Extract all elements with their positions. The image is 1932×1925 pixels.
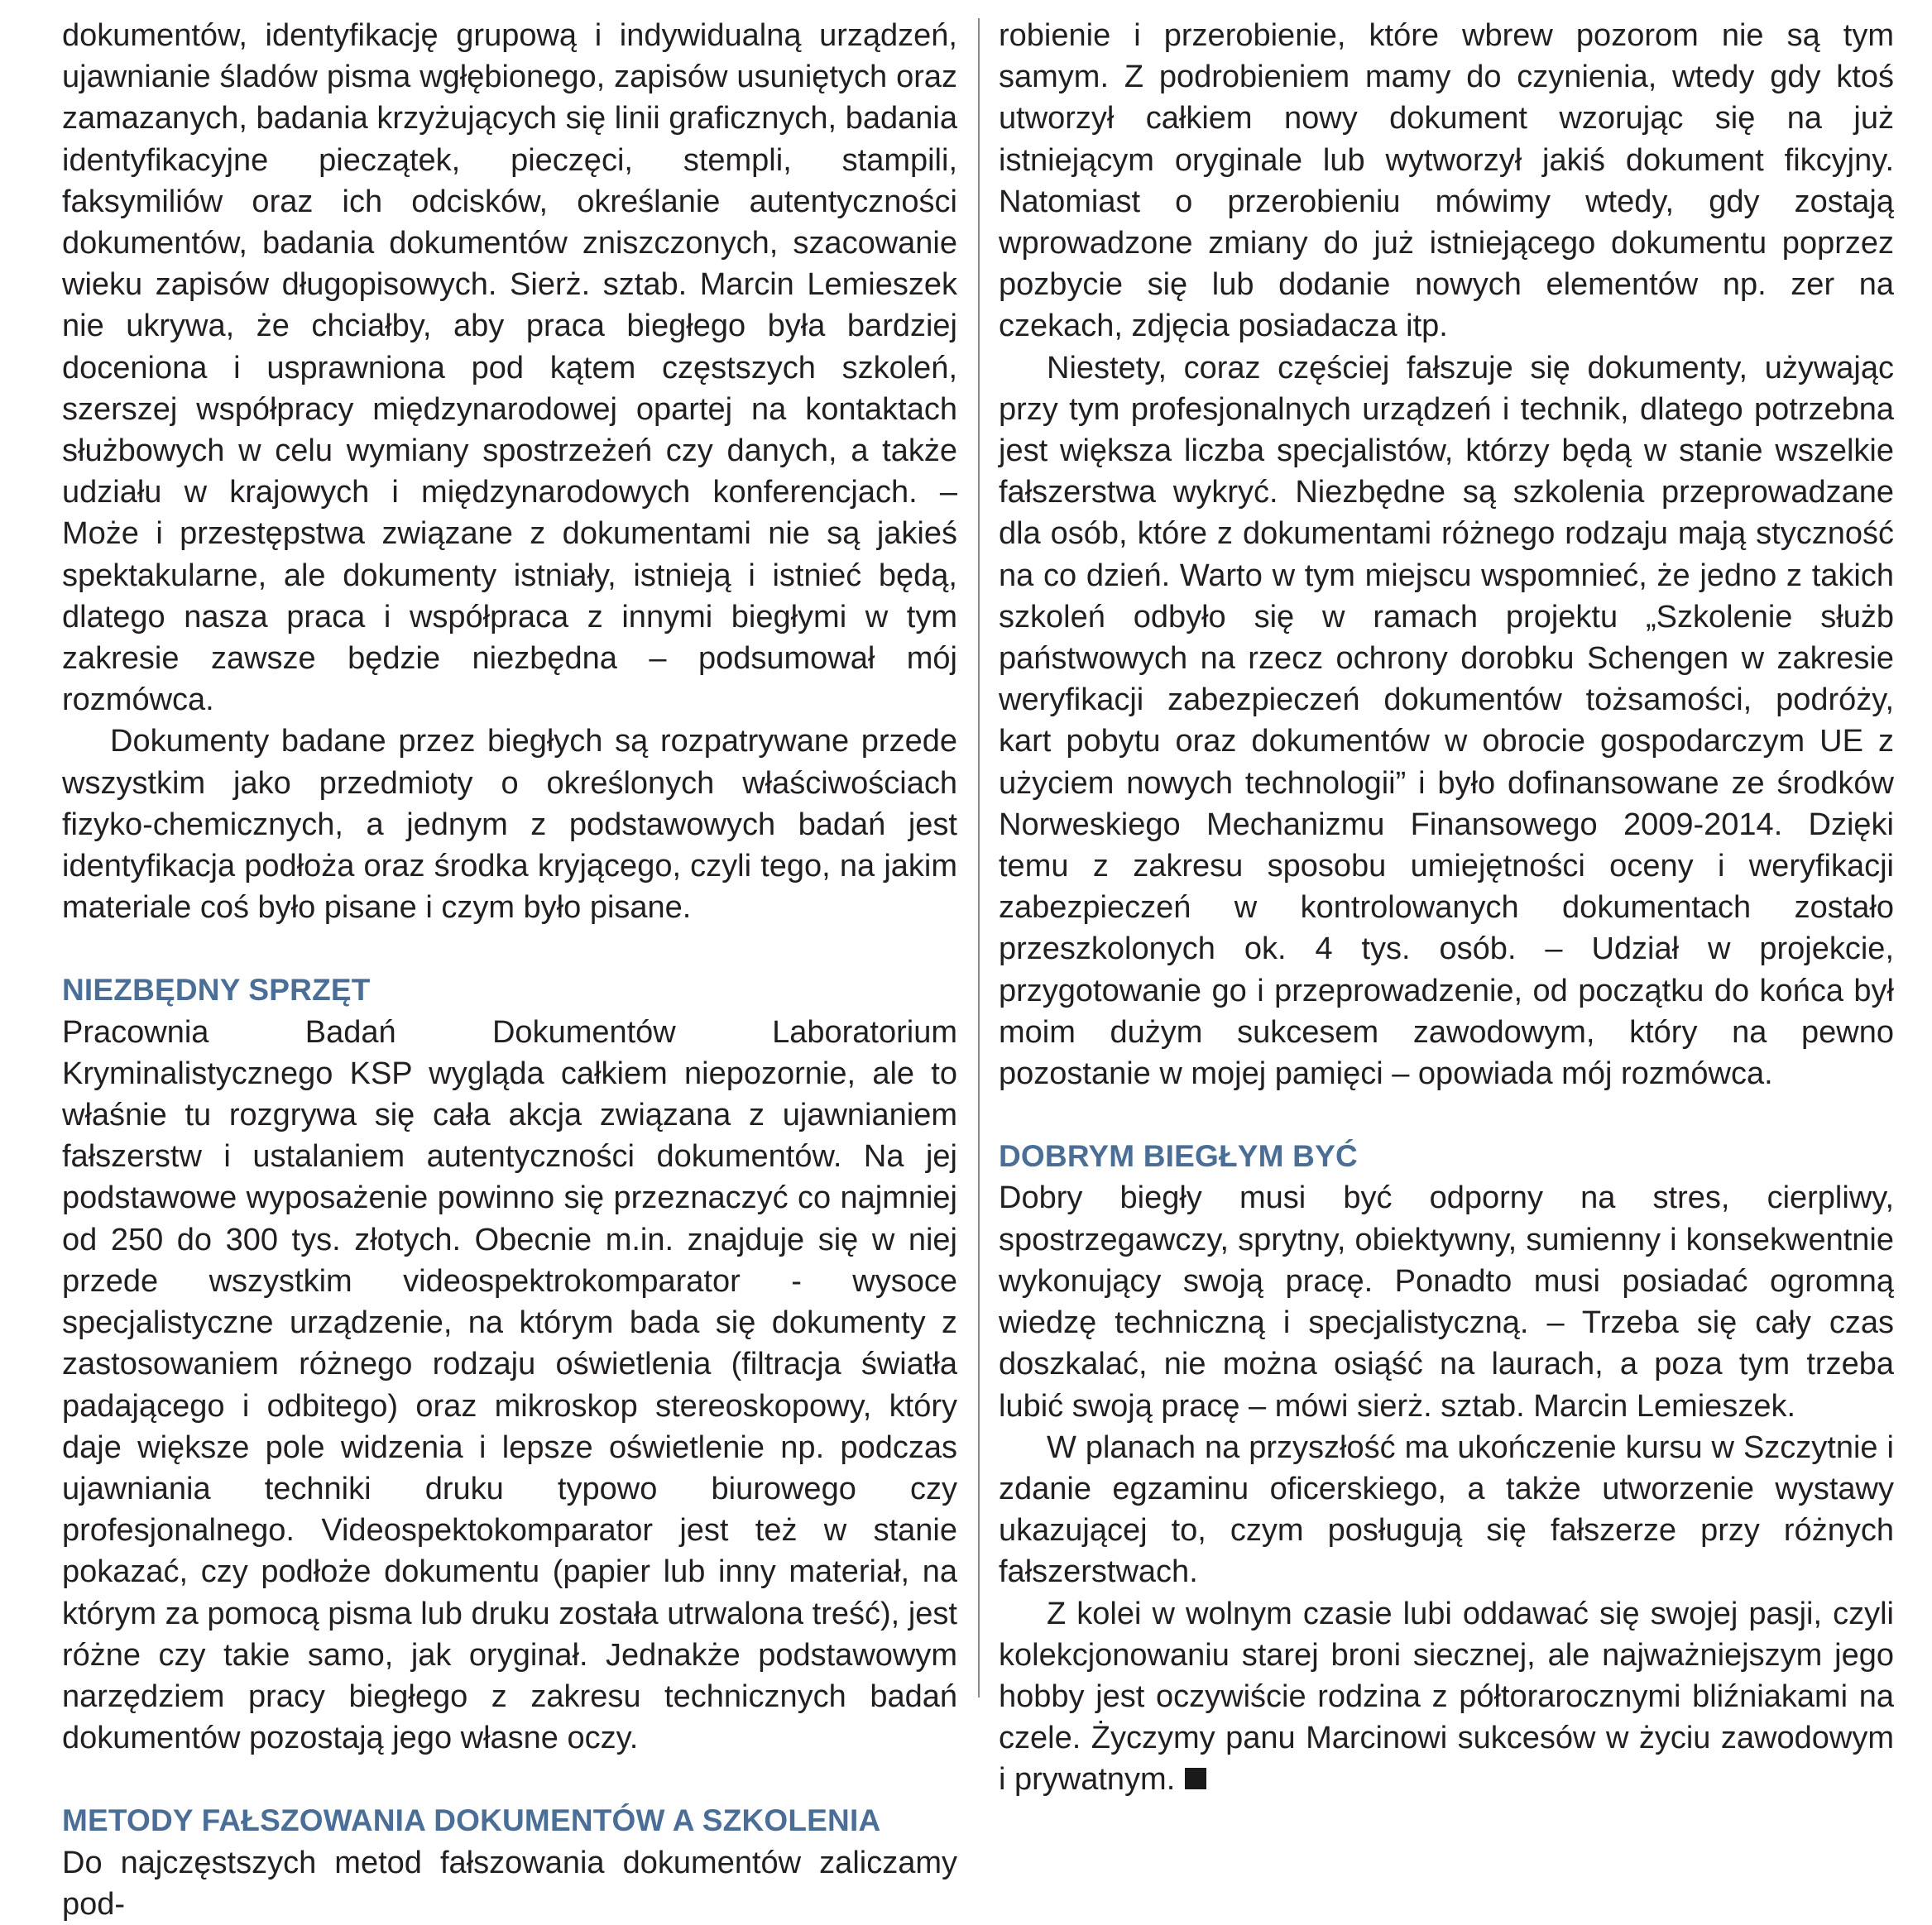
left-paragraph-2: Dokumenty badane przez biegłych są rozpatrywane przede wszystkim jako przedmioty o określonych właściwościach fizyko-chemicznych, a jednym z podstawowych badań jest identyfikacja podłoża oraz środka kryjącego, czyli tego, na jakim materiale coś było pisane i czym było pisane. [62, 724, 957, 926]
right-paragraph-4: W planach na przyszłość ma ukończenie kursu w Szczytnie i zdanie egzaminu oficerskiego, a także utworzenie wystawy ukazującej to, czym posługują się fałszerze przy różnych fałszerstwach. [999, 1429, 1894, 1590]
section-heading-forgery-methods: METODY FAŁSZOWANIA DOKUMENTÓW A SZKOLENIA [62, 1803, 881, 1838]
end-of-article-mark [1185, 1768, 1206, 1789]
left-paragraph-1: dokumentów, identyfikację grupową i indywidualną urządzeń, ujawnianie śladów pisma wgłębionego, zapisów usuniętych oraz zamazanych, badania krzyżujących się linii graficznych, badania identyfikacyjne pieczątek, pieczęci, stempli, stampili, faksymiliów oraz ich odcisków, określanie autentyczności dokumentów, badania dokumentów zniszczonych, szacowanie wieku zapisów długopisowych. Sierż. sztab. Marcin Lemieszek nie ukrywa, że chciałby, aby praca biegłego była bardziej doceniona i usprawniona pod kątem częstszych szkoleń, szerszej współpracy międzynarodowej opartej na kontaktach służbowych w celu wymiany spostrzeżeń czy danych, a także udziału w krajowych i międzynarodowych konferencjach. – Może i przestępstwa związane z dokumentami nie są jakieś spektakularne, ale dokumenty istniały, istnieją i istnieć będą, dlatego nasza praca i współpraca z innymi biegłymi w tym zakresie zawsze będzie niezbędna – podsumował mój rozmówca. [62, 18, 957, 718]
section-heading-equipment: NIEZBĘDNY SPRZĘT [62, 973, 371, 1008]
left-paragraph-3: Pracownia Badań Dokumentów Laboratorium Kryminalistycznego KSP wygląda całkiem niepozornie, ale to właśnie tu rozgrywa się cała akcja związana z ujawnianiem fałszerstw i ustalaniem autentyczności dokumentów. Na jej podstawowe wyposażenie powinno się przeznaczyć co najmniej od 250 do 300 tys. złotych. Obecnie m.in. znajduje się w niej przede wszystkim videospektrokomparator - wysoce specjalistyczne urządzenie, na którym bada się dokumenty z zastosowaniem różnego rodzaju oświetlenia (filtracja światła padającego i odbitego) oraz mikroskop stereoskopowy, który daje większe pole widzenia i lepsze oświetlenie np. podczas ujawniania techniki druku typowo biurowego czy profesjonalnego. Videospektokomparator jest też w stanie pokazać, czy podłoże dokumentu (papier lub inny materiał, na którym za pomocą pisma lub druku została utrwalona treść), jest różne czy takie samo, jak oryginał. Jednakże podstawowym narzędziem pracy biegłego z zakresu technicznych badań dokumentów pozostają jego własne oczy. [62, 1014, 957, 1756]
right-paragraph-1: robienie i przerobienie, które wbrew pozorom nie są tym samym. Z podrobieniem mamy do czynienia, wtedy gdy ktoś utworzył całkiem nowy dokument wzorując się na już istniejącym oryginale lub wytworzył jakiś dokument fikcyjny. Natomiast o przerobieniu mówimy wtedy, gdy zostają wprowadzone zmiany do już istniejącego dokumentu poprzez pozbycie się lub dodanie nowych elementów np. zer na czekach, zdjęcia posiadacza itp. [999, 18, 1894, 344]
right-paragraph-2: Niestety, coraz częściej fałszuje się dokumenty, używając przy tym profesjonalnych urządzeń i technik, dlatego potrzebna jest większa liczba specjalistów, którzy będą w stanie wszelkie fałszerstwa wykryć. Niezbędne są szkolenia przeprowadzane dla osób, które z dokumentami różnego rodzaju mają styczność na co dzień. Warto w tym miejscu wspomnieć, że jedno z takich szkoleń odbyło się w ramach projektu „Szkolenie służb państwowych na rzecz ochrony dorobku Schengen w zakresie weryfikacji zabezpieczeń dokumentów tożsamości, podróży, kart pobytu oraz dokumentów w obrocie gospodarczym UE z użyciem nowych technologii” i było dofinansowane ze środków Norweskiego Mechanizmu Finansowego 2009-2014. Dzięki temu z zakresu sposobu umiejętności oceny i weryfikacji zabezpieczeń w kontrolowanych dokumentach zostało przeszkolonych ok. 4 tys. osób. – Udział w projekcie, przygotowanie go i przeprowadzenie, od początku do końca był moim dużym sukcesem zawodowym, który na pewno pozostanie w mojej pamięci – opowiada mój rozmówca. [999, 350, 1894, 1092]
section-heading-good-expert: DOBRYM BIEGŁYM BYĆ [999, 1139, 1358, 1174]
right-column [999, 15, 1894, 1801]
right-paragraph-5 [999, 1593, 1894, 1801]
left-paragraph-4: Do najczęstszych metod fałszowania dokumentów zaliczamy pod- [62, 1845, 957, 1922]
column-divider [978, 18, 980, 1698]
right-paragraph-5-text: Z kolei w wolnym czasie lubi oddawać się swojej pasji, czyli kolekcjonowaniu starej broni siecznej, ale najważniejszym jego hobby jest oczywiście rodzina z półtorarocznymi bliźniakami na czele. Życzymy panu Marcinowi sukcesów w życiu zawodowym i prywatnym. [999, 1596, 1894, 1798]
left-column [62, 15, 957, 1925]
right-paragraph-3: Dobry biegły musi być odporny na stres, cierpliwy, spostrzegawczy, sprytny, obiektywny, sumienny i konsekwentnie wykonujący swoją pracę. Ponadto musi posiadać ogromną wiedzę techniczną i specjalistyczną. – Trzeba się cały czas doszkalać, nie można osiąść na laurach, a poza tym trzeba lubić swoją pracę – mówi sierż. sztab. Marcin Lemieszek. [999, 1180, 1894, 1424]
